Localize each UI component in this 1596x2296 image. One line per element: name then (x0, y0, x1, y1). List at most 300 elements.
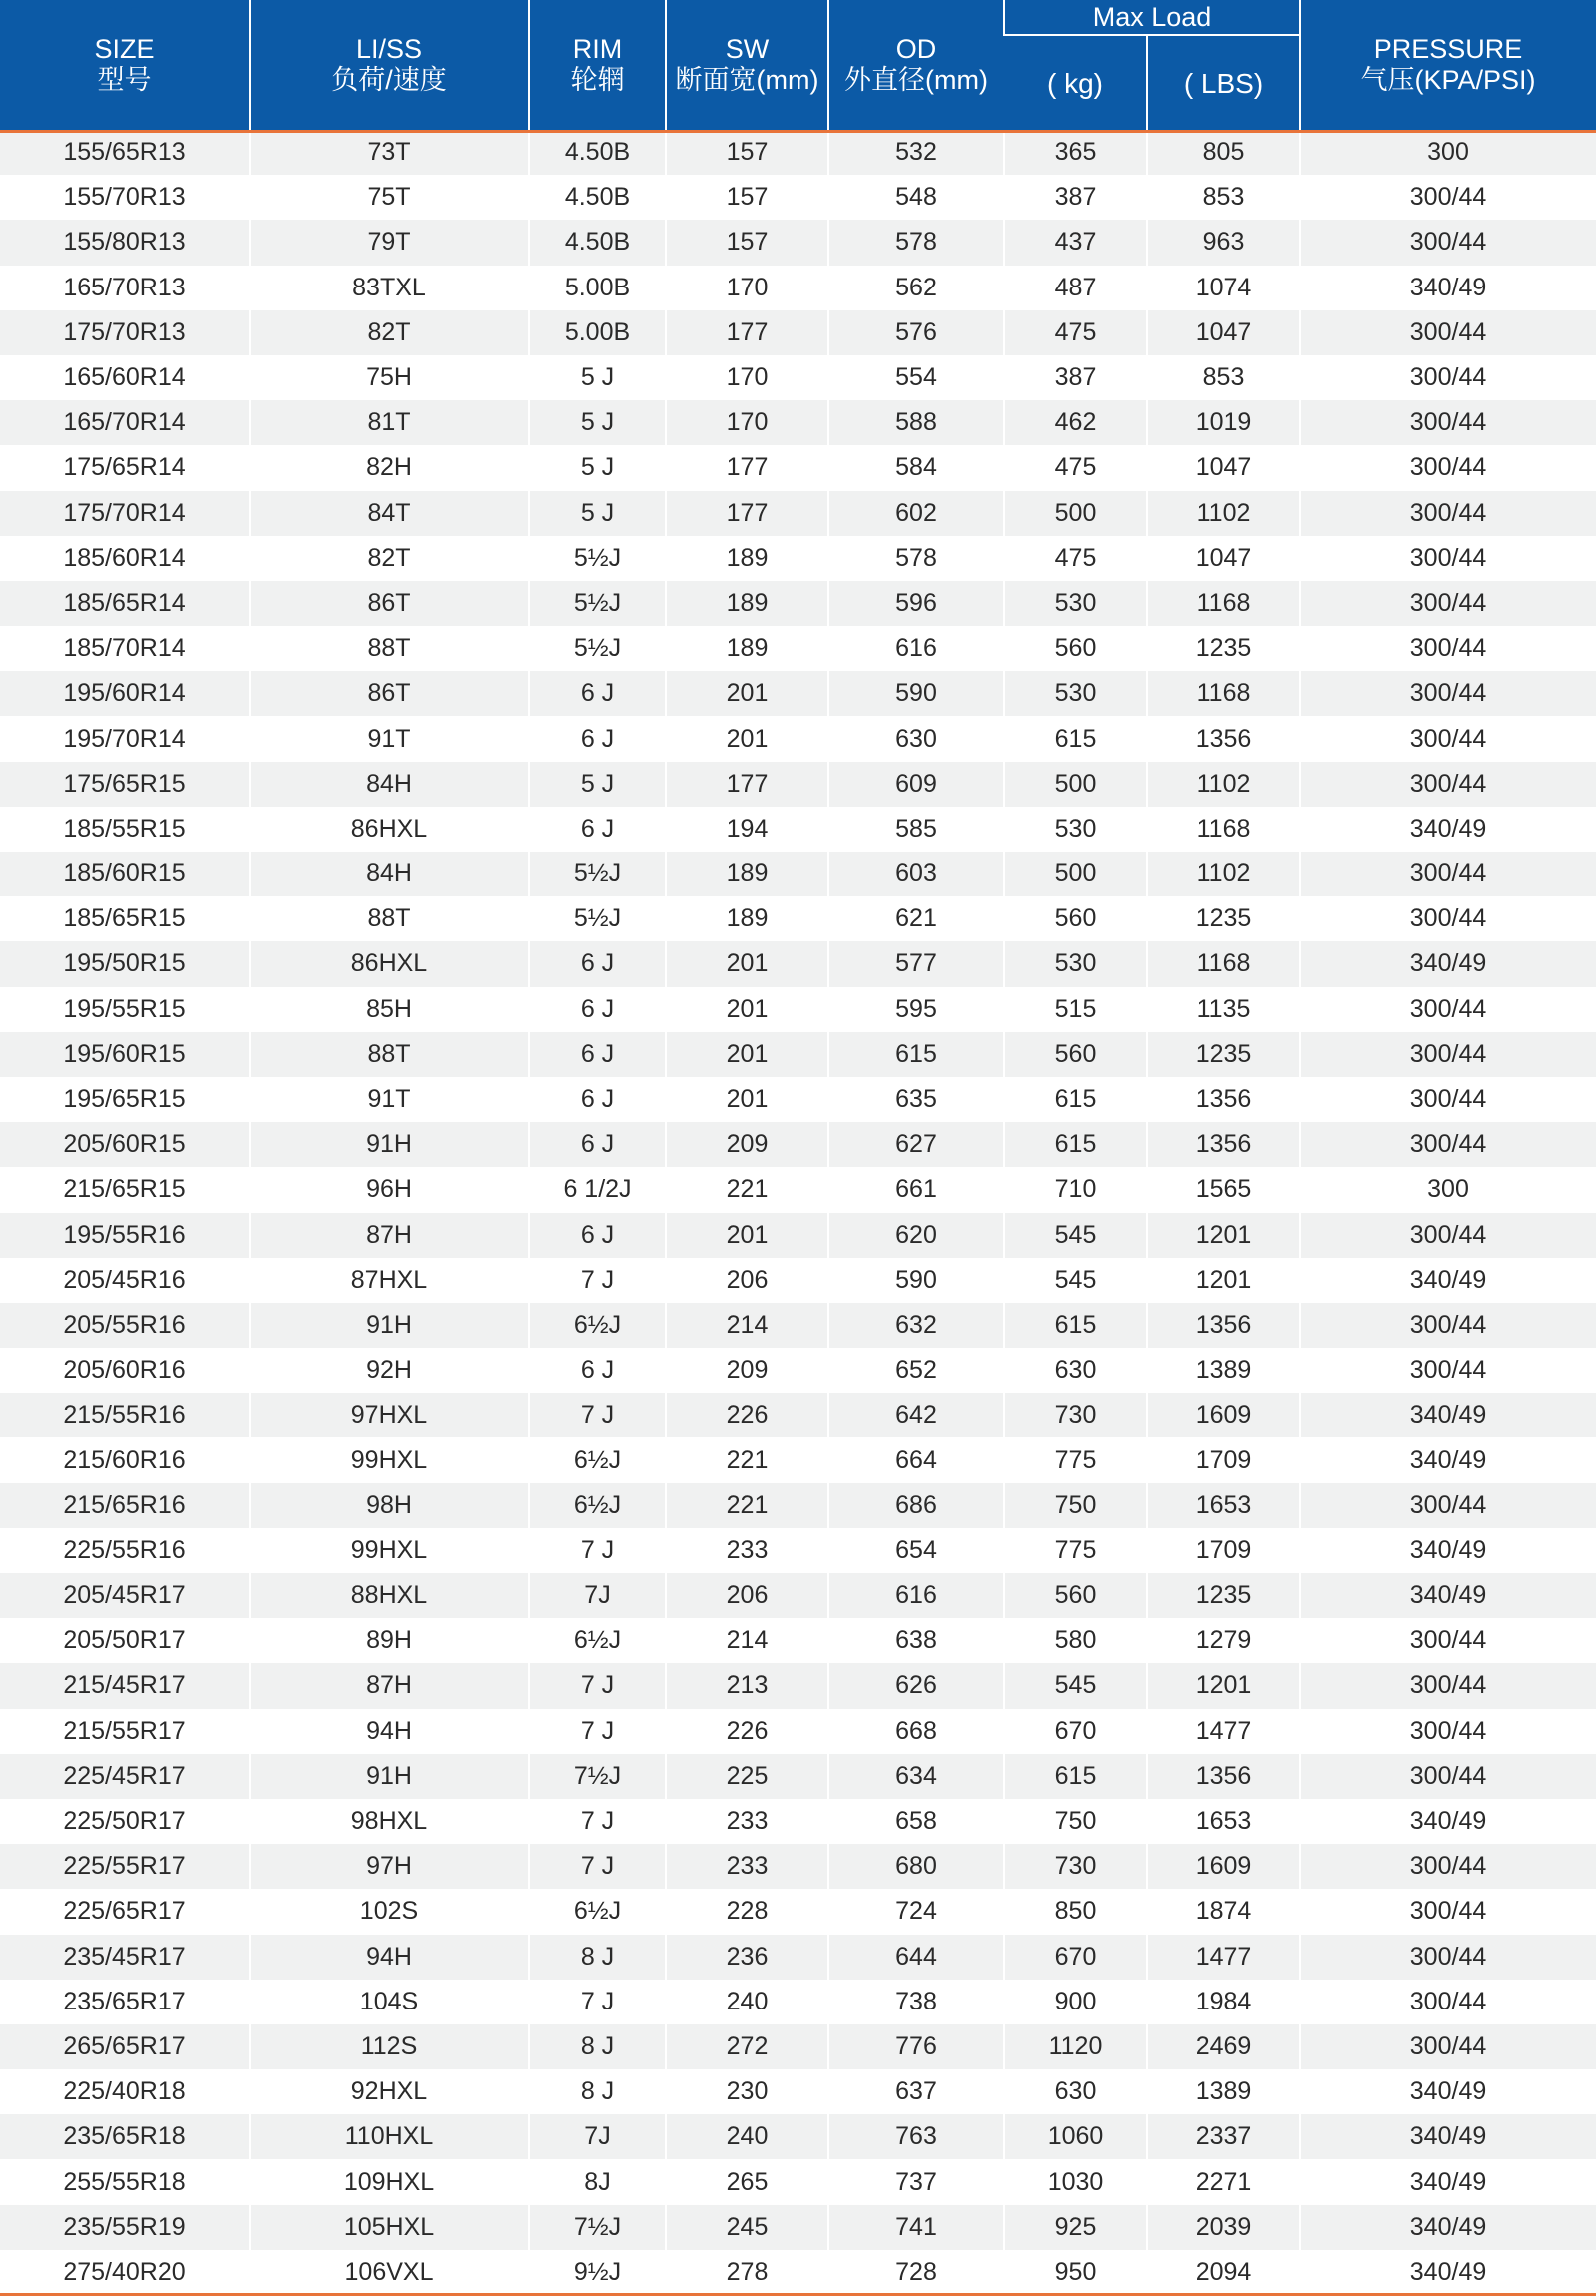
cell-li-ss: 86HXL (250, 807, 529, 852)
cell-pressure: 340/49 (1300, 2159, 1596, 2204)
header-max-load: Max Load (1004, 0, 1300, 35)
cell-load-kg: 500 (1004, 852, 1147, 896)
cell-od: 595 (828, 987, 1004, 1032)
cell-rim: 5.00B (529, 310, 666, 355)
cell-pressure: 340/49 (1300, 1437, 1596, 1482)
cell-load-lbs: 853 (1147, 175, 1300, 220)
cell-size: 205/45R16 (0, 1258, 250, 1303)
cell-sw: 209 (666, 1348, 828, 1393)
cell-li-ss: 110HXL (250, 2114, 529, 2159)
header-sw (666, 0, 828, 130)
cell-load-kg: 475 (1004, 310, 1147, 355)
table-row (0, 626, 1596, 671)
cell-rim: 6 1/2J (529, 1167, 666, 1212)
cell-sw: 177 (666, 445, 828, 490)
cell-load-kg: 630 (1004, 1348, 1147, 1393)
table-row (0, 1618, 1596, 1663)
cell-li-ss: 91H (250, 1303, 529, 1348)
cell-rim: 8J (529, 2159, 666, 2204)
cell-load-lbs: 1356 (1147, 1077, 1300, 1122)
cell-od: 620 (828, 1213, 1004, 1258)
cell-load-kg: 670 (1004, 1709, 1147, 1754)
header-sw-cn: 断面宽(mm) (675, 65, 819, 95)
cell-load-lbs: 1709 (1147, 1437, 1300, 1482)
cell-sw: 233 (666, 1844, 828, 1889)
cell-rim: 7 J (529, 1980, 666, 2024)
cell-pressure: 300/44 (1300, 1889, 1596, 1934)
cell-load-lbs: 2039 (1147, 2205, 1300, 2250)
cell-sw: 209 (666, 1122, 828, 1167)
cell-load-kg: 630 (1004, 2069, 1147, 2114)
cell-sw: 201 (666, 716, 828, 761)
cell-load-kg: 775 (1004, 1528, 1147, 1573)
header-liss-en: LI/SS (355, 34, 423, 64)
cell-rim: 7 J (529, 1528, 666, 1573)
cell-size: 265/65R17 (0, 2024, 250, 2069)
cell-od: 741 (828, 2205, 1004, 2250)
cell-size: 195/55R16 (0, 1213, 250, 1258)
cell-rim: 6½J (529, 1303, 666, 1348)
cell-pressure: 300/44 (1300, 2024, 1596, 2069)
cell-pressure: 300/44 (1300, 1844, 1596, 1889)
cell-pressure: 300/44 (1300, 852, 1596, 896)
cell-sw: 170 (666, 266, 828, 310)
cell-sw: 201 (666, 1032, 828, 1077)
cell-size: 225/40R18 (0, 2069, 250, 2114)
header-size (0, 0, 250, 130)
cell-load-kg: 1060 (1004, 2114, 1147, 2159)
cell-load-kg: 500 (1004, 491, 1147, 536)
table-row (0, 1213, 1596, 1258)
cell-load-lbs: 1389 (1147, 1348, 1300, 1393)
cell-load-lbs: 1477 (1147, 1935, 1300, 1980)
cell-rim: 5½J (529, 852, 666, 896)
cell-pressure: 300/44 (1300, 896, 1596, 941)
cell-size: 215/65R16 (0, 1483, 250, 1528)
cell-pressure: 340/49 (1300, 2205, 1596, 2250)
cell-rim: 7 J (529, 1709, 666, 1754)
cell-pressure: 300/44 (1300, 987, 1596, 1032)
cell-li-ss: 84T (250, 491, 529, 536)
cell-sw: 240 (666, 1980, 828, 2024)
cell-pressure: 340/49 (1300, 1258, 1596, 1303)
cell-od: 548 (828, 175, 1004, 220)
cell-rim: 8 J (529, 2024, 666, 2069)
cell-pressure: 340/49 (1300, 2250, 1596, 2295)
table-row (0, 1844, 1596, 1889)
cell-sw: 245 (666, 2205, 828, 2250)
cell-load-kg: 950 (1004, 2250, 1147, 2295)
cell-size: 195/60R14 (0, 671, 250, 716)
cell-od: 776 (828, 2024, 1004, 2069)
cell-load-lbs: 1201 (1147, 1663, 1300, 1708)
cell-load-lbs: 2094 (1147, 2250, 1300, 2295)
cell-load-lbs: 1168 (1147, 671, 1300, 716)
cell-li-ss: 91H (250, 1122, 529, 1167)
header-sw-en: SW (725, 34, 770, 64)
cell-load-lbs: 1356 (1147, 716, 1300, 761)
cell-rim: 6½J (529, 1437, 666, 1482)
cell-od: 578 (828, 220, 1004, 265)
cell-size: 195/55R15 (0, 987, 250, 1032)
cell-load-kg: 530 (1004, 671, 1147, 716)
cell-od: 664 (828, 1437, 1004, 1482)
cell-size: 225/65R17 (0, 1889, 250, 1934)
cell-li-ss: 109HXL (250, 2159, 529, 2204)
cell-rim: 7 J (529, 1663, 666, 1708)
cell-pressure: 300/44 (1300, 1754, 1596, 1799)
table-row (0, 581, 1596, 626)
cell-li-ss: 92HXL (250, 2069, 529, 2114)
cell-size: 165/60R14 (0, 355, 250, 400)
cell-load-kg: 462 (1004, 400, 1147, 445)
cell-rim: 6 J (529, 1077, 666, 1122)
cell-li-ss: 112S (250, 2024, 529, 2069)
cell-size: 235/55R19 (0, 2205, 250, 2250)
cell-load-lbs: 805 (1147, 130, 1300, 175)
cell-load-kg: 850 (1004, 1889, 1147, 1934)
cell-load-lbs: 1235 (1147, 1032, 1300, 1077)
cell-pressure: 300/44 (1300, 355, 1596, 400)
cell-size: 225/55R16 (0, 1528, 250, 1573)
cell-rim: 6 J (529, 1348, 666, 1393)
cell-pressure: 300/44 (1300, 445, 1596, 490)
table-row (0, 2024, 1596, 2069)
cell-load-lbs: 1047 (1147, 310, 1300, 355)
cell-rim: 7J (529, 1573, 666, 1618)
cell-od: 680 (828, 1844, 1004, 1889)
table-body (0, 130, 1596, 2295)
cell-sw: 201 (666, 987, 828, 1032)
cell-sw: 201 (666, 941, 828, 986)
cell-load-lbs: 1102 (1147, 491, 1300, 536)
cell-size: 225/55R17 (0, 1844, 250, 1889)
cell-od: 724 (828, 1889, 1004, 1934)
cell-load-lbs: 1565 (1147, 1167, 1300, 1212)
cell-rim: 5 J (529, 762, 666, 807)
table-row (0, 1258, 1596, 1303)
cell-load-kg: 487 (1004, 266, 1147, 310)
cell-load-lbs: 2469 (1147, 2024, 1300, 2069)
header-divider-line (0, 130, 1596, 133)
cell-sw: 189 (666, 581, 828, 626)
cell-sw: 157 (666, 220, 828, 265)
cell-rim: 5½J (529, 626, 666, 671)
cell-od: 584 (828, 445, 1004, 490)
cell-od: 644 (828, 1935, 1004, 1980)
table-row (0, 1935, 1596, 1980)
cell-load-kg: 750 (1004, 1483, 1147, 1528)
cell-li-ss: 83TXL (250, 266, 529, 310)
cell-load-kg: 475 (1004, 445, 1147, 490)
header-od-en: OD (895, 34, 937, 64)
cell-li-ss: 73T (250, 130, 529, 175)
table-row (0, 1348, 1596, 1393)
table-row (0, 175, 1596, 220)
cell-load-lbs: 1201 (1147, 1213, 1300, 1258)
cell-sw: 170 (666, 355, 828, 400)
cell-size: 185/65R15 (0, 896, 250, 941)
cell-pressure: 300/44 (1300, 1122, 1596, 1167)
cell-od: 652 (828, 1348, 1004, 1393)
cell-od: 630 (828, 716, 1004, 761)
cell-li-ss: 88HXL (250, 1573, 529, 1618)
cell-od: 578 (828, 536, 1004, 581)
cell-load-lbs: 1235 (1147, 1573, 1300, 1618)
cell-sw: 177 (666, 491, 828, 536)
cell-load-lbs: 1874 (1147, 1889, 1300, 1934)
cell-pressure: 300/44 (1300, 1709, 1596, 1754)
table-row (0, 1393, 1596, 1437)
cell-rim: 7 J (529, 1393, 666, 1437)
cell-sw: 236 (666, 1935, 828, 1980)
cell-size: 165/70R13 (0, 266, 250, 310)
cell-load-kg: 615 (1004, 1077, 1147, 1122)
table-row (0, 1709, 1596, 1754)
cell-li-ss: 87HXL (250, 1258, 529, 1303)
cell-size: 225/45R17 (0, 1754, 250, 1799)
cell-load-lbs: 1019 (1147, 400, 1300, 445)
cell-od: 632 (828, 1303, 1004, 1348)
cell-pressure: 340/49 (1300, 807, 1596, 852)
header-size-cn: 型号 (97, 65, 152, 95)
cell-pressure: 300/44 (1300, 310, 1596, 355)
cell-od: 602 (828, 491, 1004, 536)
cell-od: 590 (828, 1258, 1004, 1303)
table-row (0, 266, 1596, 310)
cell-load-kg: 545 (1004, 1663, 1147, 1708)
cell-li-ss: 87H (250, 1663, 529, 1708)
cell-load-kg: 730 (1004, 1844, 1147, 1889)
table-row (0, 1122, 1596, 1167)
cell-load-lbs: 1356 (1147, 1303, 1300, 1348)
cell-od: 596 (828, 581, 1004, 626)
cell-size: 175/65R14 (0, 445, 250, 490)
cell-load-kg: 775 (1004, 1437, 1147, 1482)
cell-rim: 7 J (529, 1844, 666, 1889)
cell-li-ss: 82T (250, 536, 529, 581)
cell-pressure: 340/49 (1300, 1799, 1596, 1844)
cell-load-lbs: 1356 (1147, 1754, 1300, 1799)
cell-sw: 157 (666, 175, 828, 220)
header-rim-cn: 轮辋 (570, 65, 625, 95)
cell-od: 588 (828, 400, 1004, 445)
cell-rim: 6 J (529, 941, 666, 986)
cell-size: 175/70R13 (0, 310, 250, 355)
cell-li-ss: 79T (250, 220, 529, 265)
cell-od: 658 (828, 1799, 1004, 1844)
cell-load-lbs: 1653 (1147, 1799, 1300, 1844)
cell-od: 654 (828, 1528, 1004, 1573)
cell-od: 532 (828, 130, 1004, 175)
cell-rim: 6 J (529, 987, 666, 1032)
cell-size: 215/55R16 (0, 1393, 250, 1437)
cell-rim: 8 J (529, 2069, 666, 2114)
table-row (0, 1889, 1596, 1934)
cell-li-ss: 97HXL (250, 1393, 529, 1437)
cell-od: 763 (828, 2114, 1004, 2159)
cell-od: 576 (828, 310, 1004, 355)
cell-load-lbs: 1102 (1147, 762, 1300, 807)
cell-size: 155/65R13 (0, 130, 250, 175)
cell-od: 616 (828, 626, 1004, 671)
cell-li-ss: 104S (250, 1980, 529, 2024)
cell-load-kg: 530 (1004, 581, 1147, 626)
cell-rim: 5 J (529, 445, 666, 490)
cell-rim: 7 J (529, 1799, 666, 1844)
cell-load-lbs: 1609 (1147, 1844, 1300, 1889)
table-row (0, 310, 1596, 355)
cell-sw: 221 (666, 1437, 828, 1482)
cell-size: 205/55R16 (0, 1303, 250, 1348)
cell-rim: 4.50B (529, 130, 666, 175)
cell-li-ss: 99HXL (250, 1437, 529, 1482)
header-pressure-cn: 气压(KPA/PSI) (1360, 65, 1536, 95)
cell-li-ss: 98HXL (250, 1799, 529, 1844)
cell-pressure: 300/44 (1300, 762, 1596, 807)
cell-pressure: 340/49 (1300, 266, 1596, 310)
cell-sw: 221 (666, 1483, 828, 1528)
table-row (0, 220, 1596, 265)
cell-pressure: 300/44 (1300, 400, 1596, 445)
cell-load-kg: 530 (1004, 941, 1147, 986)
cell-load-lbs: 1201 (1147, 1258, 1300, 1303)
cell-size: 195/65R15 (0, 1077, 250, 1122)
table-row (0, 762, 1596, 807)
header-pressure (1300, 0, 1596, 130)
header-rim-en: RIM (572, 34, 623, 64)
cell-size: 235/65R18 (0, 2114, 250, 2159)
table-row (0, 445, 1596, 490)
cell-pressure: 340/49 (1300, 1573, 1596, 1618)
cell-rim: 4.50B (529, 220, 666, 265)
cell-od: 626 (828, 1663, 1004, 1708)
cell-pressure: 300/44 (1300, 671, 1596, 716)
cell-li-ss: 91T (250, 716, 529, 761)
cell-size: 155/80R13 (0, 220, 250, 265)
cell-load-lbs: 1984 (1147, 1980, 1300, 2024)
cell-li-ss: 86HXL (250, 941, 529, 986)
cell-rim: 6½J (529, 1483, 666, 1528)
cell-size: 195/60R15 (0, 1032, 250, 1077)
cell-li-ss: 87H (250, 1213, 529, 1258)
cell-sw: 228 (666, 1889, 828, 1934)
cell-load-kg: 750 (1004, 1799, 1147, 1844)
table-row (0, 2250, 1596, 2295)
table-row (0, 1167, 1596, 1212)
cell-sw: 225 (666, 1754, 828, 1799)
cell-size: 195/50R15 (0, 941, 250, 986)
cell-size: 215/65R15 (0, 1167, 250, 1212)
cell-pressure: 300/44 (1300, 491, 1596, 536)
cell-rim: 5½J (529, 896, 666, 941)
cell-li-ss: 85H (250, 987, 529, 1032)
cell-li-ss: 97H (250, 1844, 529, 1889)
cell-load-kg: 387 (1004, 355, 1147, 400)
cell-rim: 9½J (529, 2250, 666, 2295)
table-row (0, 2114, 1596, 2159)
cell-li-ss: 91T (250, 1077, 529, 1122)
table-row (0, 852, 1596, 896)
table-row (0, 130, 1596, 175)
cell-sw: 278 (666, 2250, 828, 2295)
cell-load-lbs: 1235 (1147, 626, 1300, 671)
cell-od: 638 (828, 1618, 1004, 1663)
cell-rim: 5.00B (529, 266, 666, 310)
header-od-cn: 外直径(mm) (844, 65, 988, 95)
cell-rim: 6 J (529, 671, 666, 716)
cell-li-ss: 94H (250, 1935, 529, 1980)
cell-load-lbs: 1356 (1147, 1122, 1300, 1167)
cell-load-kg: 437 (1004, 220, 1147, 265)
cell-od: 554 (828, 355, 1004, 400)
cell-load-kg: 1120 (1004, 2024, 1147, 2069)
cell-load-kg: 515 (1004, 987, 1147, 1032)
cell-li-ss: 75H (250, 355, 529, 400)
cell-load-kg: 900 (1004, 1980, 1147, 2024)
cell-od: 562 (828, 266, 1004, 310)
cell-pressure: 340/49 (1300, 941, 1596, 986)
cell-pressure: 300/44 (1300, 536, 1596, 581)
cell-pressure: 340/49 (1300, 1393, 1596, 1437)
cell-load-kg: 560 (1004, 626, 1147, 671)
cell-rim: 7½J (529, 1754, 666, 1799)
cell-li-ss: 98H (250, 1483, 529, 1528)
cell-pressure: 300/44 (1300, 626, 1596, 671)
table-row (0, 941, 1596, 986)
cell-rim: 6 J (529, 807, 666, 852)
table-row (0, 1980, 1596, 2024)
cell-od: 661 (828, 1167, 1004, 1212)
cell-li-ss: 99HXL (250, 1528, 529, 1573)
cell-size: 155/70R13 (0, 175, 250, 220)
table-row (0, 1573, 1596, 1618)
cell-li-ss: 92H (250, 1348, 529, 1393)
cell-rim: 6 J (529, 1032, 666, 1077)
cell-rim: 5½J (529, 581, 666, 626)
cell-od: 609 (828, 762, 1004, 807)
cell-li-ss: 102S (250, 1889, 529, 1934)
cell-sw: 194 (666, 807, 828, 852)
cell-size: 185/60R14 (0, 536, 250, 581)
cell-sw: 170 (666, 400, 828, 445)
cell-sw: 201 (666, 1213, 828, 1258)
cell-pressure: 340/49 (1300, 2114, 1596, 2159)
cell-li-ss: 94H (250, 1709, 529, 1754)
cell-sw: 213 (666, 1663, 828, 1708)
cell-od: 668 (828, 1709, 1004, 1754)
cell-load-kg: 560 (1004, 1032, 1147, 1077)
cell-load-kg: 615 (1004, 1754, 1147, 1799)
header-lbs: ( LBS) (1147, 35, 1300, 130)
cell-pressure: 300/44 (1300, 581, 1596, 626)
cell-load-kg: 545 (1004, 1213, 1147, 1258)
header-size-en: SIZE (94, 34, 155, 64)
cell-size: 215/55R17 (0, 1709, 250, 1754)
cell-od: 686 (828, 1483, 1004, 1528)
cell-size: 185/70R14 (0, 626, 250, 671)
cell-load-kg: 560 (1004, 896, 1147, 941)
header-kg: ( kg) (1004, 35, 1147, 130)
table-row (0, 1303, 1596, 1348)
cell-load-lbs: 1047 (1147, 445, 1300, 490)
table-row (0, 1799, 1596, 1844)
cell-rim: 6 J (529, 1122, 666, 1167)
cell-sw: 226 (666, 1393, 828, 1437)
cell-load-lbs: 1168 (1147, 941, 1300, 986)
cell-pressure: 300/44 (1300, 220, 1596, 265)
cell-size: 205/60R16 (0, 1348, 250, 1393)
